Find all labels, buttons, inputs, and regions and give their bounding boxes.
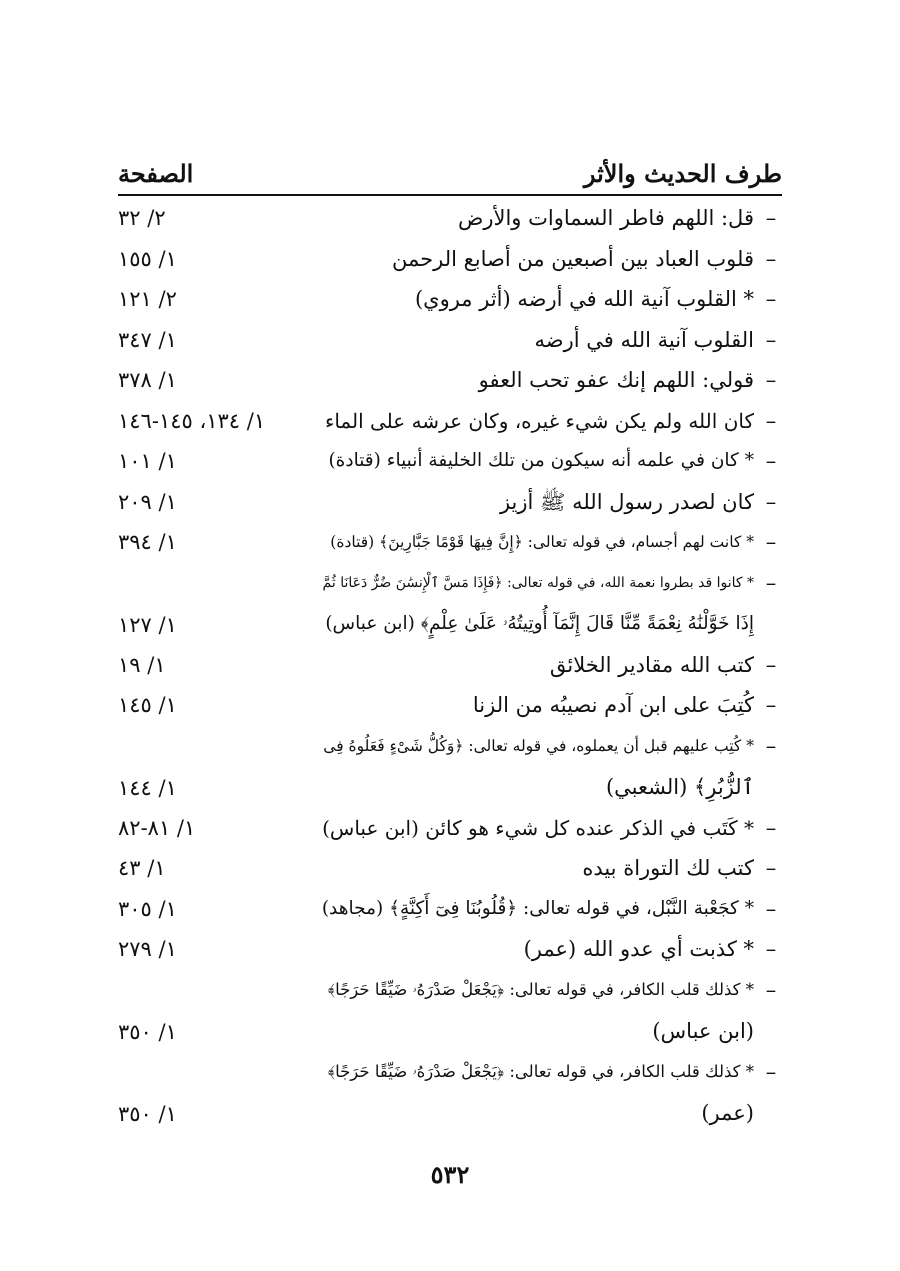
list-item [118,685,782,726]
list-item [118,198,782,239]
list-dash: – [765,489,777,514]
list-item [118,360,782,401]
list-dash: – [765,733,777,758]
entry-text: * كانوا قد بطروا نعمة الله، في قوله تعالى: ﴿فَإِذَا مَسَّ ٱلْإِنسَٰنَ ضُرٌّ دَعَانَا ثُمَّ [322,574,754,591]
list-item [118,279,782,320]
list-item [118,929,782,970]
entry-page-ref: ٢/ ٣٢ [118,206,166,230]
entry-page-ref: ١/ ١٤٤ [118,775,177,800]
entry-text: كان الله ولم يكن شيء غيره، وكان عرشه على الماء [324,408,754,433]
entry-text: كتب الله مقادير الخلائق [549,652,754,677]
entry-text: * كذلك قلب الكافر، في قوله تعالى: ﴿يَجْعَلْ صَدْرَهُۥ ضَيِّقًا حَرَجًا﴾ [327,979,754,999]
list-dash: – [765,937,777,961]
list-dash: – [765,896,777,921]
entry-text: كان لصدر رسول الله ﷺ أزيز [499,489,754,514]
entry-text-continued: (عمر) [701,1100,754,1125]
entry-page-ref: ١/ ٣٥٠ [118,1019,177,1044]
entry-text: قولي: اللهم إنك عفو تحب العفو [478,368,754,392]
entry-page-ref: ١/ ٣٥٠ [118,1101,177,1126]
entry-page-ref: ١/ ١٢٧ [118,612,177,637]
column-title-page: الصفحة [118,159,194,188]
list-dash: – [765,652,777,677]
entry-text: قل: اللهم فاطر السماوات والأرض [457,206,754,230]
entry-page-ref: ١/ ١٣٤، ١٤٥-١٤٦ [118,408,266,433]
page-number: ٥٣٢ [430,1160,470,1189]
entry-page-ref: ١/ ٣٩٤ [118,530,177,554]
entry-list [118,198,782,1134]
list-dash: – [765,1059,777,1084]
list-dash: – [765,449,777,473]
list-dash: – [765,368,777,392]
entry-page-ref: ١/ ١٠١ [118,449,177,473]
entry-text: قلوب العباد بين أصبعين من أصابع الرحمن [392,246,754,271]
entry-text: كُتِبَ على ابن آدم نصيبُه من الزنا [472,693,754,717]
entry-text: * كجَعْبة النَّبْل، في قوله تعالى: ﴿قُلُوبُنَا فِىٓ أَكِنَّةٍ﴾ (مجاهد) [321,897,754,919]
list-dash: – [765,206,777,230]
list-item [118,726,782,808]
entry-text: * كَتَب في الذكر عنده كل شيء هو كائن (ابن عباس) [322,815,754,840]
list-dash: – [765,408,777,433]
entry-page-ref: ٢/ ١٢١ [118,287,177,311]
entry-text-continued: (ابن عباس) [652,1018,754,1043]
entry-text-continued: إِذَا خَوَّلْنَٰهُ نِعْمَةً مِّنَّا قَالَ إِنَّمَآ أُوتِيتُهُۥ عَلَىٰ عِلْمٍ﴾ (ابن عباس) [325,612,754,634]
list-item [118,889,782,930]
entry-text: القلوب آنية الله في أرضه [534,327,754,352]
column-title-hadith: طرف الحديث والأثر [583,159,782,188]
entry-page-ref: ١/ ١٤٥ [118,693,177,717]
list-dash: – [765,856,777,880]
entry-page-ref: ١/ ٣٧٨ [118,368,177,392]
list-dash: – [765,693,777,717]
list-dash: – [765,287,777,311]
table-header [118,150,782,196]
entry-text: كتب لك التوراة بيده [582,856,754,880]
entry-page-ref: ١/ ١٥٥ [118,246,177,271]
list-dash: – [765,815,777,840]
entry-page-ref: ١/ ٨١-٨٢ [118,815,196,840]
list-item [118,482,782,523]
list-dash: – [765,570,777,595]
list-item [118,970,782,1052]
entry-text: * كان في علمه أنه سيكون من تلك الخليفة أنبياء (قتادة) [328,450,754,471]
entry-text: * كذبت أي عدو الله (عمر) [523,937,754,961]
list-item [118,563,782,645]
entry-page-ref: ١/ ٢٧٩ [118,937,177,961]
list-dash: – [765,530,777,554]
entry-page-ref: ١/ ٤٣ [118,856,166,880]
entry-text: * القلوب آنية الله في أرضه (أثر مروي) [414,287,754,311]
entry-text-continued: ٱلزُّبُرِ﴾ (الشعبي) [605,774,754,799]
list-dash: – [765,246,777,271]
list-item [118,808,782,849]
list-item [118,401,782,442]
list-item [118,441,782,482]
entry-page-ref: ١/ ٣٠٥ [118,896,177,921]
list-dash: – [765,977,777,1002]
list-dash: – [765,327,777,352]
list-item [118,239,782,280]
entry-text: * كُتِب عليهم قبل أن يعملوه، في قوله تعالى: ﴿وَكُلُّ شَىْءٍ فَعَلُوهُ فِى [323,736,754,755]
list-item [118,1052,782,1134]
entry-text: * كذلك قلب الكافر، في قوله تعالى: ﴿يَجْعَلْ صَدْرَهُۥ ضَيِّقًا حَرَجًا﴾ [327,1061,754,1081]
entry-page-ref: ١/ ٢٠٩ [118,489,177,514]
list-item [118,848,782,889]
entry-page-ref: ١/ ٣٤٧ [118,327,177,352]
entry-text: * كانت لهم أجسام، في قوله تعالى: ﴿إِنَّ فِيهَا قَوْمًا جَبَّارِينَ﴾ (قتادة) [330,533,754,551]
list-item [118,645,782,686]
list-item [118,522,782,563]
list-item [118,320,782,361]
entry-page-ref: ١/ ١٩ [118,652,166,677]
